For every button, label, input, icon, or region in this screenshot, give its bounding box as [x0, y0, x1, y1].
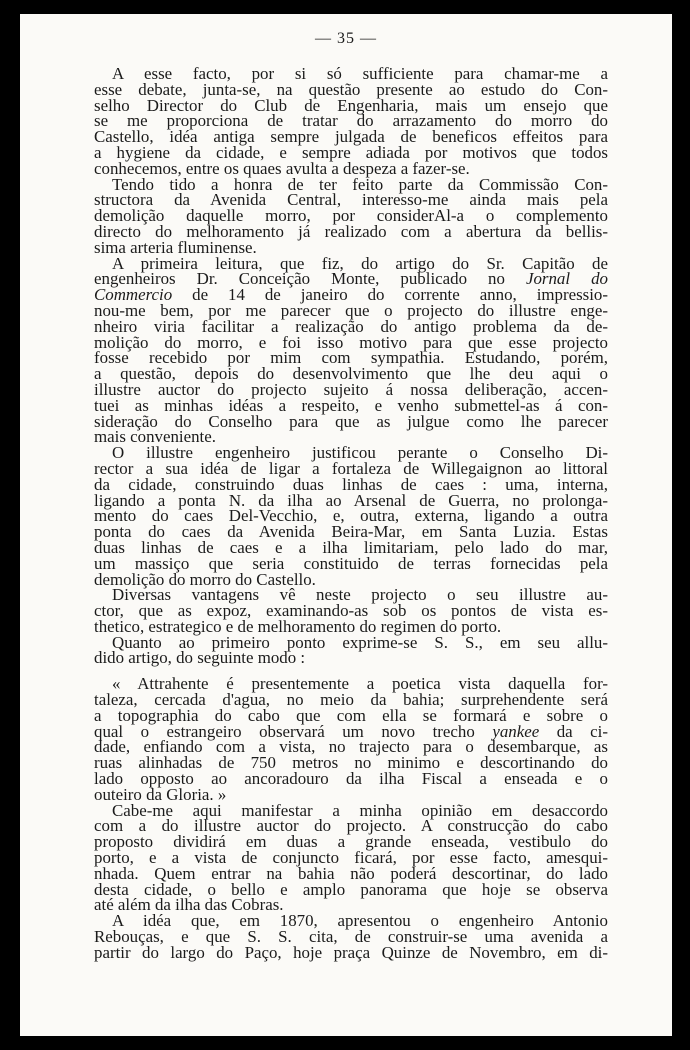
text-line: com a do illustre auctor do projecto. A construcção do cabo [94, 816, 608, 836]
text-line: mento do caes Del-Vecchio, e, outra, externa, ligando a outra [94, 506, 608, 526]
text-line: conhecemos, entre os quaes avulta a despeza a fazer-se. [94, 158, 470, 178]
text-line: a hygiene da cidade, e sempre adiada por motivos que todos [94, 142, 608, 162]
text-line: qual o estrangeiro observará um novo trecho yankee da ci- [94, 721, 608, 741]
paragraph [94, 587, 608, 634]
paragraph [94, 253, 608, 447]
text-line: molição do morro, e foi isso motivo para que esse projecto [94, 332, 608, 352]
text-line: dade, enfiando com a vista, no trajecto para o desembarque, as [94, 737, 608, 757]
text-line: directo do melhoramento já realizado com a abertura da bellis- [94, 221, 608, 241]
text-line: Quanto ao primeiro ponto exprime-se S. S., em seu allu- [112, 632, 608, 652]
paragraph [94, 632, 608, 668]
text-line: um massiço que seria constituido de terras fornecidas pela [94, 553, 608, 573]
text-line: demolição daquelle morro, por considerAl-a o complemento [94, 206, 608, 226]
text-line: Commercio de 14 de janeiro do corrente anno, impressio- [94, 285, 608, 305]
text-line: a topographia do cabo que com ella se formará e sobre o [94, 705, 608, 725]
paragraph [94, 445, 608, 587]
text-line: selho Director do Club de Engenharia, mais um ensejo que [94, 95, 608, 115]
text-line: ligando a ponta N. da ilha ao Arsenal de Guerra, no prolonga- [94, 490, 608, 510]
text-line: nheiro viria facilitar a realização do antigo problema da de- [94, 316, 608, 336]
paragraph [94, 913, 608, 960]
paragraph [94, 800, 608, 915]
text-line: se me proporciona de tratar do arrazamento do morro do [94, 111, 608, 131]
text-line: duas linhas de caes e a ilha limitariam, pelo lado do mar, [94, 537, 608, 557]
text-line: Diversas vantagens vê neste projecto o seu illustre au- [112, 585, 608, 605]
text-line: proposto dividirá em duas a grande enseada, vestibulo do [94, 832, 608, 852]
text-line: Cabe-me aqui manifestar a minha opinião em desaccordo [112, 800, 608, 820]
text-line: até além da ilha das Cobras. [94, 895, 284, 915]
text-line: A esse facto, por si só sufficiente para chamar-me a [112, 64, 608, 83]
text-line: A idéa que, em 1870, apresentou o engenheiro Antonio [112, 911, 608, 931]
text-line: structora da Avenida Central, interesso-me ainda mais pela [94, 190, 608, 210]
page-number: — 35 — [315, 30, 377, 47]
text-line: nhada. Quem entrar na bahia não poderá descortinar, do lado [94, 863, 608, 883]
text-line: lado opposto ao ancoradouro da ilha Fiscal a enseada e o [94, 769, 608, 789]
text-line: Tendo tido a honra de ter feito parte da Commissão Con- [112, 174, 608, 194]
text-line: ctor, que as expoz, examinando-as sob os pontos de vista es- [94, 601, 608, 621]
text-line: demolição do morro do Castello. [94, 569, 316, 589]
text-line: rector a sua idéa de ligar a fortaleza de Willegaignon ao littoral [94, 458, 608, 478]
text-line: da cidade, construindo duas linhas de caes : uma, interna, [94, 474, 608, 494]
text-line: esse debate, junta-se, na questão presente ao estudo do Con- [94, 79, 608, 99]
text-line: thetico, estrategico e de melhoramento do regimen do porto. [94, 616, 502, 636]
paragraph [94, 174, 608, 257]
text-line: engenheiros Dr. Conceição Monte, publicado no Jornal do [94, 269, 608, 289]
text-line: « Attrahente é presentemente a poetica vista daquella for- [112, 674, 608, 694]
text-line: partir do largo do Paço, hoje praça Quinze de Novembro, em di- [94, 942, 608, 962]
text-line: sima arteria fluminense. [94, 237, 257, 257]
body-text [94, 66, 608, 961]
text-line: mais conveniente. [94, 427, 216, 447]
text-line: desta cidade, o bello e amplo panorama que hoje se observa [94, 879, 608, 899]
text-line: nou-me bem, por me parecer que o projecto do illustre enge- [94, 300, 608, 320]
text-line: taleza, cercada d'agua, no meio da bahia; surprehendente será [94, 690, 608, 710]
text-line: fosse recebido por mim com sympathia. Estudando, porém, [94, 348, 608, 368]
text-line: sideração do Conselho para que as julgue como lhe parecer [94, 411, 608, 431]
text-line: ruas alinhadas de 750 metros no minimo e descortinando do [94, 753, 608, 773]
text-line: tuei as minhas idéas a respeito, e venho submettel-as á con- [94, 395, 608, 415]
text-line: porto, e a vista de conjuncto ficará, por esse facto, amesqui- [94, 848, 608, 868]
text-line: illustre auctor do projecto sujeito á nossa deliberação, accen- [94, 379, 608, 399]
text-line: Castello, idéa antiga sempre julgada de beneficos effeitos para [94, 127, 608, 147]
text-line: ponta do caes da Avenida Beira-Mar, em Santa Luzia. Estas [94, 522, 608, 542]
quotation [94, 676, 608, 802]
paragraph [94, 66, 608, 177]
text-line: a questão, depois do desenvolvimento que lhe deu aqui o [94, 364, 608, 384]
text-line: outeiro da Gloria. » [94, 784, 227, 804]
text-line: A primeira leitura, que fiz, do artigo do Sr. Capitão de [112, 253, 608, 273]
text-line: O illustre engenheiro justificou perante o Conselho Di- [112, 443, 608, 463]
text-line: dido artigo, do seguinte modo : [94, 648, 306, 668]
document-page [20, 14, 672, 1036]
text-line: Rebouças, e que S. S. cita, de construir-se uma avenida a [94, 927, 608, 947]
